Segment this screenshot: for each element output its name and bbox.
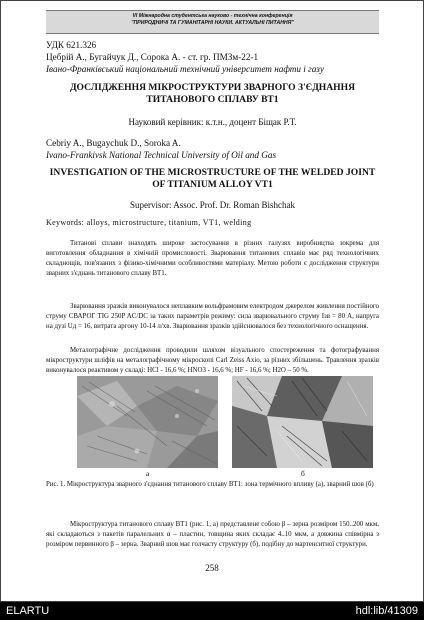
conference-line-2: "ПРИРОДНИЧІ ТА ГУМАНІТАРНІ НАУКИ. АКТУАЛЬНІ ПИТАННЯ" (131, 19, 294, 26)
keywords: Keywords: alloys, microstructure, titanium, VT1, welding (46, 218, 252, 227)
figure-caption: Рис. 1. Мікроструктура зварного з'єднання титанового сплаву ВТ1: зона термічного впливу (а), зварний шов (б) (46, 481, 374, 488)
footer-repository-label: ELARTU (6, 605, 50, 617)
supervisor-en: Supervisor: Assoc. Prof. Dr. Roman Bishchak (130, 200, 295, 210)
paragraph-intro: Титанові сплави знаходять широке застосування в різних галузях виробництва зокрема для виготовлення обладнання в хімічній промисловості. Зварювання титанових сплавів має ряд технологічних складнощів, пов'язаних з фізико-хімічними особливостями матеріалу. Метою роботи є дослідження структури зварних з'єднань титанового сплаву ВТ1. (46, 240, 379, 277)
authors-en: Cebriy A., Bugaychuk D., Soroka A. (46, 138, 181, 148)
authors-ua: Цебрій А., Бугайчук Д., Сорока А. - ст. гр. ПМЗм-22-1 (46, 52, 259, 62)
paragraph-results: Мікроструктура титанового сплаву ВТ1 (рис. 1, а) представлене собою β – зерна розміром 150..200 мкм, які складаються з пакетів паралельних α – пластин, товщина яких складає 4..10 мкм, а довжина співмірна з розміром первинного β – зерна. Зварний шов має голчасту структуру (б), подібну до мартенситної структури. (46, 521, 379, 548)
micrograph-b-image (232, 376, 373, 468)
supervisor-ua: Науковий керівник: к.т.н., доцент Біщак Р.Т. (128, 117, 297, 127)
footer-handle-link[interactable]: hdl:lib/41309 (355, 605, 418, 617)
university-en: Ivano-Frankivsk National Technical University of Oil and Gas (46, 150, 277, 160)
conference-header (46, 10, 379, 34)
paragraph-metallography: Металографічне дослідження проводили шляхом візуального спостереження та фотографування мікроструктури шліфів на металографічному мікроскопі Carl Zeiss Axio, за різних збільшень. Травлення зразків виконувалося реактивом у складі: HCl - 16,6 %; HNO3 - 16,6 %; HF - 16,6 %; H2O – 50 %. (46, 347, 379, 374)
title-en: INVESTIGATION OF THE MICROSTRUCTURE OF THE WELDED JOINT OF TITANIUM ALLOY VT1 (49, 167, 376, 190)
micrograph-a-image (77, 376, 218, 468)
micrograph-a-label: а (146, 469, 150, 478)
paragraph-welding: Зварювання зразків виконувалося неплавким вольфрамовим електродом джерелом живлення постійного струму СВАРОГ TIG 250P AC/DC за таких параметрів режиму: сила зварювального струму Iзв = 80 А, напруга на дузі Uд = 16, витрата аргону 10-14 л/хв. Зварювання зразків здійснювалося без технологічного оснащення. (46, 303, 379, 330)
viewer-footer-bar (0, 602, 424, 620)
page-number: 258 (205, 563, 219, 573)
conference-line-1: VI Міжнародна студентська науково - технічна конференція (132, 13, 293, 19)
university-ua: Івано-Франківський національний технічний університет нафти і газу (46, 64, 324, 74)
micrograph-b-label: б (301, 469, 305, 478)
udk-code: УДК 621.326 (46, 40, 97, 50)
title-ua: ДОСЛІДЖЕННЯ МІКРОСТРУКТУРИ ЗВАРНОГО З'ЄДНАННЯ ТИТАНОВОГО СПЛАВУ ВТ1 (69, 82, 356, 105)
